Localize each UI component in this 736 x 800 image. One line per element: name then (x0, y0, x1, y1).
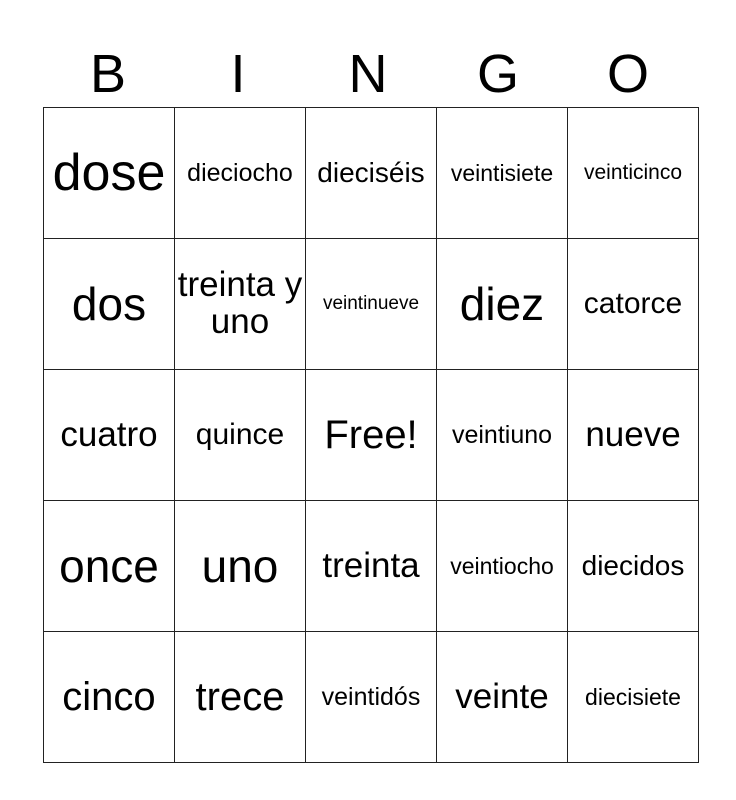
cell-text: veinte (455, 676, 549, 716)
cell-text: veinticinco (583, 160, 683, 184)
bingo-cell[interactable] (44, 370, 175, 501)
cell-text: once (59, 539, 159, 592)
header-letter-n: N (348, 44, 388, 104)
free-space-text: Free! (324, 413, 418, 457)
bingo-header (43, 42, 693, 106)
cell-text: nueve (585, 414, 681, 454)
bingo-cell[interactable] (44, 108, 175, 239)
cell-text: treinta y uno (177, 265, 303, 341)
header-letter-i: I (230, 44, 246, 104)
bingo-cell[interactable] (568, 108, 699, 239)
bingo-cell[interactable] (568, 239, 699, 370)
bingo-cell[interactable] (437, 370, 568, 501)
bingo-cell[interactable] (44, 632, 175, 763)
bingo-cell[interactable] (437, 239, 568, 370)
board-row-5 (44, 632, 699, 763)
bingo-cell[interactable] (568, 501, 699, 632)
cell-text: treinta (322, 545, 420, 585)
cell-text: dieciocho (187, 158, 293, 187)
cell-text: cuatro (60, 414, 158, 454)
bingo-cell[interactable] (175, 370, 306, 501)
cell-text: quince (195, 418, 285, 452)
cell-text: dieciséis (317, 157, 425, 189)
cell-text: diecisiete (585, 683, 681, 710)
bingo-cell[interactable] (175, 239, 306, 370)
cell-text: diecidos (581, 550, 685, 582)
bingo-cell[interactable] (175, 108, 306, 239)
bingo-cell[interactable] (437, 501, 568, 632)
free-space-cell[interactable] (306, 370, 437, 501)
cell-text: trece (195, 675, 285, 719)
bingo-cell[interactable] (568, 370, 699, 501)
cell-text: catorce (583, 287, 683, 321)
cell-text: dose (52, 143, 166, 202)
bingo-cell[interactable] (437, 108, 568, 239)
header-letter-b: B (89, 44, 127, 104)
bingo-cell[interactable] (44, 239, 175, 370)
bingo-cell[interactable] (568, 632, 699, 763)
bingo-cell[interactable] (44, 501, 175, 632)
board-row-3 (44, 370, 699, 501)
header-letter-o: O (606, 44, 649, 104)
cell-text: veintiocho (450, 552, 554, 579)
board-row-1 (44, 108, 699, 239)
bingo-cell[interactable] (306, 239, 437, 370)
bingo-cell[interactable] (306, 108, 437, 239)
cell-text: cinco (62, 675, 156, 719)
board-row-2 (44, 239, 699, 370)
bingo-cell[interactable] (306, 632, 437, 763)
cell-text: diez (459, 277, 545, 330)
header-letter-g: G (476, 44, 519, 104)
cell-text: veintidós (321, 682, 421, 711)
cell-text: veintisiete (450, 159, 554, 186)
bingo-cell[interactable] (437, 632, 568, 763)
cell-text: dos (71, 277, 147, 330)
bingo-board (43, 107, 699, 763)
cell-text: veintinueve (322, 293, 420, 314)
cell-text: veintiuno (451, 420, 553, 449)
cell-text: uno (201, 539, 279, 592)
bingo-cell[interactable] (175, 632, 306, 763)
bingo-cell[interactable] (306, 501, 437, 632)
board-row-4 (44, 501, 699, 632)
bingo-cell[interactable] (175, 501, 306, 632)
